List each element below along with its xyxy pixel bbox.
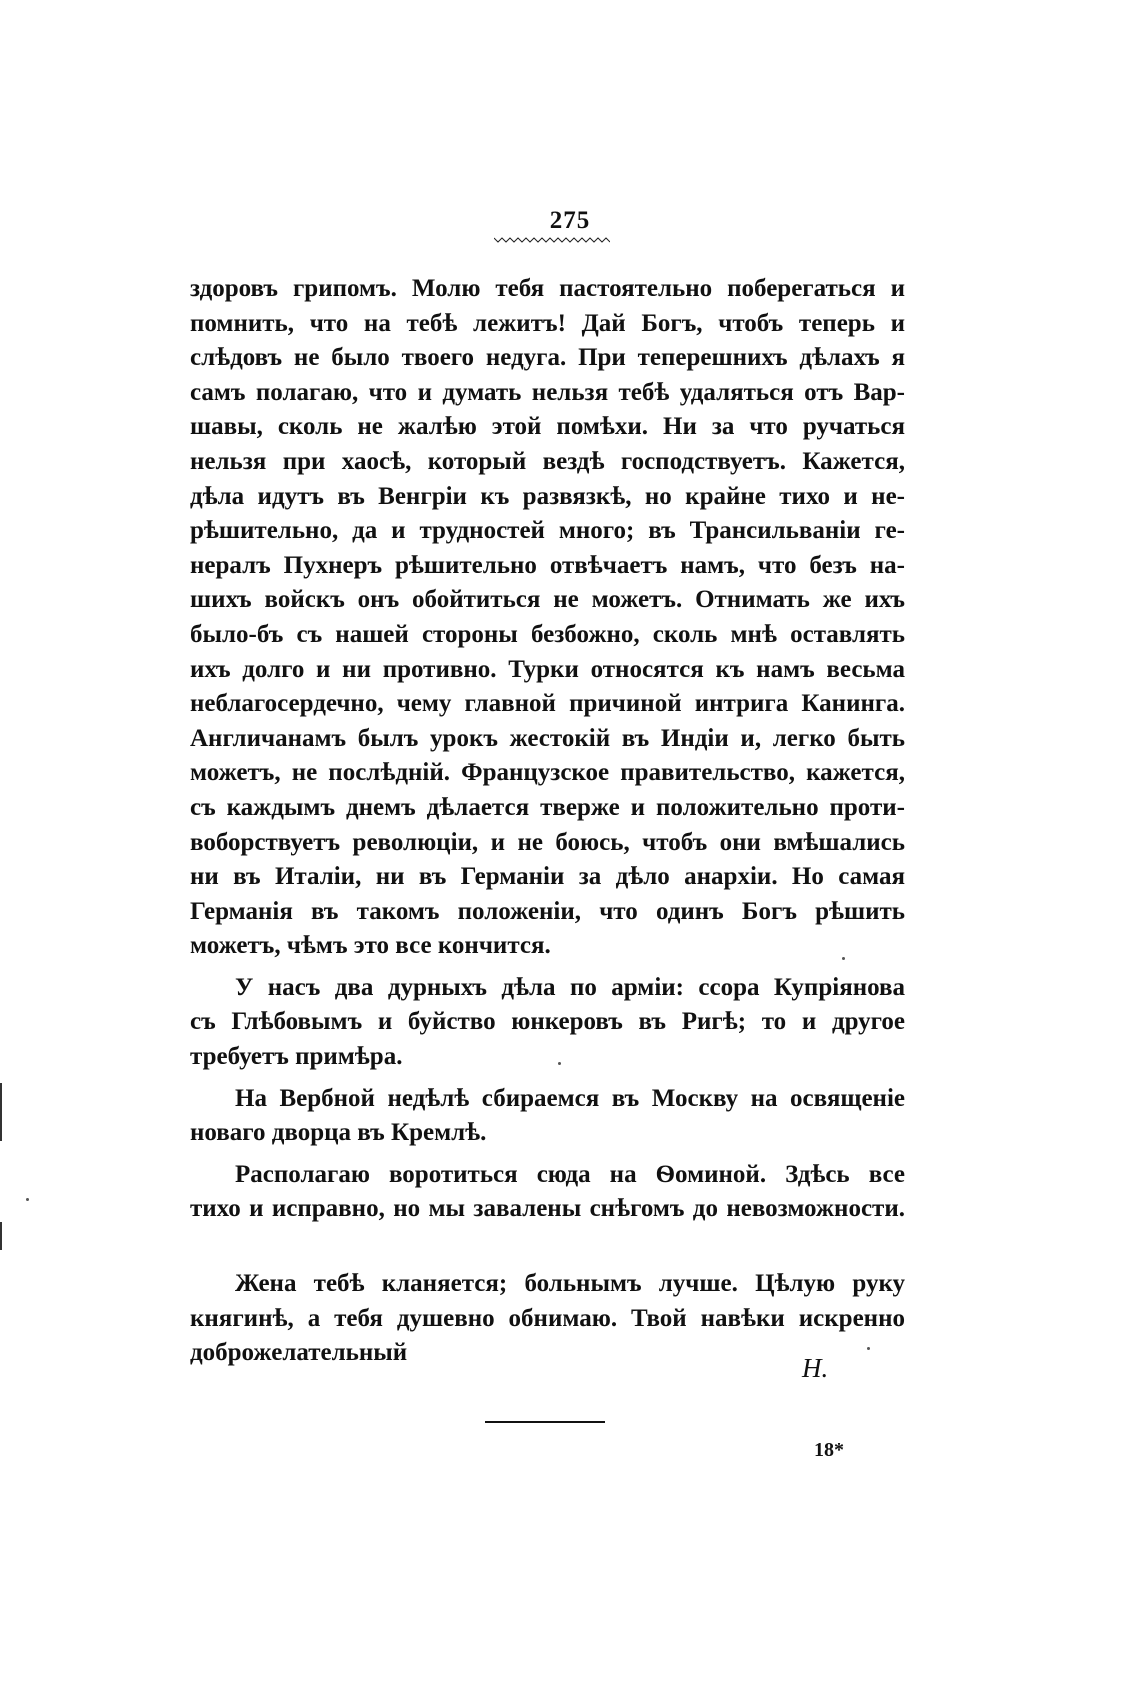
- text-line: шихъ войскъ онъ обойтиться не можетъ. Отнимать же ихъ: [190, 586, 905, 614]
- text-line: можетъ, не послѣдній. Французское правительство, кажется,: [190, 759, 905, 787]
- text-line: дѣла идутъ въ Венгріи къ развязкѣ, но крайне тихо и не-: [190, 482, 905, 510]
- closing-rule: [485, 1421, 605, 1423]
- text-line: шавы, сколь не жалѣю этой помѣхи. Ни за что ручаться: [190, 413, 905, 441]
- text-line: съ Глѣбовымъ и буйство юнкеровъ въ Ригѣ; то и другое: [190, 1008, 905, 1036]
- scan-speck: [842, 957, 845, 960]
- text-line: требуетъ примѣра.: [190, 1043, 403, 1071]
- text-line: Германія въ такомъ положеніи, что одинъ Богъ рѣшить: [190, 897, 905, 925]
- text-line: рѣшительно, да и трудностей много; въ Трансильваніи ге-: [190, 517, 905, 545]
- text-line: здоровъ грипомъ. Молю тебя пастоятельно поберегаться и: [190, 275, 905, 302]
- text-line: съ каждымъ днемъ дѣлается тверже и положительно проти-: [190, 793, 905, 821]
- scan-speck: [558, 1062, 561, 1065]
- text-line: ни въ Италіи, ни въ Германіи за дѣло анархіи. Но самая: [190, 863, 905, 891]
- text-line: Располагаю воротиться сюда на Ѳоминой. Здѣсь все: [235, 1160, 905, 1188]
- text-line: помнить, что на тебѣ лежитъ! Дай Богъ, чтобъ теперь и: [190, 309, 905, 337]
- text-line: нералъ Пухнеръ рѣшительно отвѣчаетъ намъ, что безъ на-: [190, 551, 905, 579]
- text-line: воборствуетъ революціи, и не боюсь, чтобъ они вмѣшались: [190, 828, 905, 856]
- text-line: княгинѣ, а тебя душевно обнимаю. Твой навѣки искренно: [190, 1304, 905, 1332]
- margin-scan-mark: [0, 1222, 2, 1250]
- text-line: На Вербной недѣлѣ сбираемся въ Москву на освященіе: [235, 1084, 905, 1112]
- text-line: слѣдовъ не было твоего недуга. При теперешнихъ дѣлахъ я: [190, 344, 905, 372]
- signature-initial: H.: [802, 1353, 829, 1383]
- text-line: новаго дворца въ Кремлѣ.: [190, 1119, 487, 1147]
- text-line: Англичанамъ былъ урокъ жестокій въ Индіи и, легко быть: [190, 724, 905, 752]
- text-line: нельзя при хаосѣ, который вездѣ господствуетъ. Кажется,: [190, 447, 905, 475]
- text-line: можетъ, чѣмъ это все кончится.: [190, 932, 551, 960]
- text-line: У насъ два дурныхъ дѣла по арміи: ссора Купріянова: [235, 973, 905, 1001]
- page-number: 275: [549, 207, 591, 234]
- printer-signature-mark: 18*: [814, 1439, 844, 1461]
- text-line: тихо и исправно, но мы завалены снѣгомъ до невозможности.: [190, 1195, 905, 1223]
- margin-scan-mark: [0, 1083, 2, 1141]
- text-line: доброжелательный: [190, 1339, 408, 1367]
- scan-speck: [867, 1347, 870, 1350]
- text-line: самъ полагаю, что и думать нельзя тебѣ удаляться отъ Вар-: [190, 378, 905, 406]
- text-line: ихъ долго и ни противно. Турки относятся къ намъ весьма: [190, 655, 905, 683]
- text-line: неблагосердечно, чему главной причиной интрига Канинга.: [190, 690, 905, 718]
- page-number-ornament: [494, 236, 610, 244]
- text-line: Жена тебѣ кланяется; больнымъ лучше. Цѣлую руку: [235, 1270, 905, 1298]
- scan-speck: [26, 1198, 29, 1201]
- text-line: было-бъ съ нашей стороны безбожно, сколь мнѣ оставлять: [190, 620, 905, 648]
- letter-body: [190, 272, 905, 1371]
